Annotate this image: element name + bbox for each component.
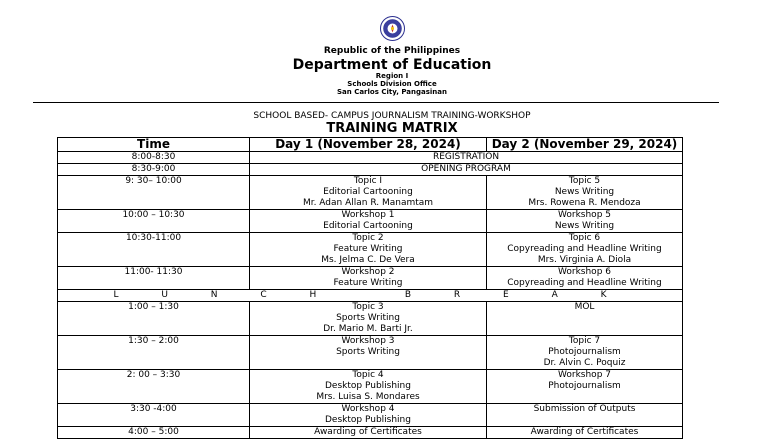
day2-line: Topic 5 [568,176,601,186]
city-line: San Carlos City, Pangasinan [337,88,447,96]
day1-line: Topic 3 [352,302,384,312]
time-cell: 3:30 -4:00 [58,404,250,427]
day2-line: Topic 6 [568,233,601,243]
day1-line: Desktop Publishing [325,415,411,425]
day2-line: Submission of Outputs [533,404,636,414]
training-matrix-table [57,137,683,439]
lunch-break-cell [58,290,683,302]
day1-line: Topic 4 [352,370,384,380]
time-cell: 1:30 – 2:00 [58,336,250,370]
region-line: Region I [375,72,409,80]
day1-cell [250,233,487,267]
time-cell: 10:30-11:00 [58,233,250,267]
day2-line: Workshop 5 [558,210,611,220]
day1-line: Workshop 1 [341,210,395,220]
table-row [58,233,683,267]
time-cell: 2: 00 – 3:30 [58,370,250,404]
day2-line: Copyreading and Headline Writing [507,244,662,254]
day2-line: Workshop 6 [558,267,611,277]
day2-line: Mrs. Rowena R. Mendoza [528,198,641,208]
table-header-row [58,138,683,152]
event-title: SCHOOL BASED- CAMPUS JOURNALISM TRAINING-WORKSHOP [253,111,531,121]
day2-cell [487,427,683,439]
column-header-day1: Day 1 (November 28, 2024) [250,138,487,152]
office-line: Schools Division Office [347,80,437,88]
day1-line: Workshop 4 [341,404,395,414]
day2-cell [487,176,683,210]
day1-line: Mrs. Luisa S. Mondares [316,392,420,402]
day1-cell [250,210,487,233]
day1-line: Mr. Adan Allan R. Manamtam [302,198,434,208]
day2-line: Awarding of Certificates [530,427,639,437]
program-span-cell: OPENING PROGRAM [250,164,683,176]
time-cell: 9: 30– 10:00 [58,176,250,210]
day2-line: MOL [574,302,595,312]
day2-line: Copyreading and Headline Writing [507,278,662,288]
table-row [58,370,683,404]
day1-cell [250,427,487,439]
day1-cell [250,336,487,370]
time-cell: 10:00 – 10:30 [58,210,250,233]
day1-cell [250,176,487,210]
department-title: Department of Education [292,57,492,73]
table-row [58,302,683,336]
time-cell: 8:00-8:30 [58,152,250,164]
day1-line: Topic 2 [352,233,384,243]
day1-line: Workshop 3 [341,336,395,346]
day1-line: Sports Writing [336,313,400,323]
day1-line: Editorial Cartooning [323,221,413,231]
time-cell: 8:30-9:00 [58,164,250,176]
day1-cell [250,370,487,404]
table-row [58,336,683,370]
lunch-break-label: L U N C H B R E A K [113,290,627,300]
republic-line: Republic of the Philippines [323,46,461,56]
table-row [58,427,683,439]
table-row [58,290,683,302]
day1-line: Feature Writing [333,278,403,288]
table-row [58,210,683,233]
table-row [58,404,683,427]
time-cell: 1:00 – 1:30 [58,302,250,336]
day2-cell [487,267,683,290]
time-cell: 11:00- 11:30 [58,267,250,290]
day1-cell [250,302,487,336]
day2-cell [487,336,683,370]
day2-cell [487,370,683,404]
day1-line: Ms. Jelma C. De Vera [321,255,415,265]
day2-cell [487,233,683,267]
time-cell: 4:00 – 5:00 [58,427,250,439]
header-divider [33,102,719,103]
day1-cell [250,404,487,427]
day1-line: Editorial Cartooning [323,187,413,197]
day1-cell [250,267,487,290]
day2-cell [487,210,683,233]
day2-line: Workshop 7 [558,370,611,380]
day2-line: Mrs. Virginia A. Diola [537,255,632,265]
column-header-time: Time [58,138,250,152]
day2-line: News Writing [554,221,615,231]
table-row [58,267,683,290]
table-row [58,176,683,210]
program-span-cell: REGISTRATION [250,152,683,164]
day2-line: Photojournalism [548,347,621,357]
day1-line: Sports Writing [336,347,400,357]
day2-line: Topic 7 [568,336,601,346]
day1-line: Desktop Publishing [325,381,411,391]
matrix-title: TRAINING MATRIX [326,121,458,136]
day2-cell [487,404,683,427]
table-row [58,164,683,176]
day1-line: Workshop 2 [341,267,395,277]
day1-line: Awarding of Certificates [314,427,422,437]
day2-line: Photojournalism [548,381,621,391]
table-row [58,152,683,164]
deped-seal-icon [380,16,405,41]
day2-cell [487,302,683,336]
column-header-day2: Day 2 (November 29, 2024) [487,138,683,152]
day2-line: News Writing [554,187,615,197]
day1-line: Dr. Mario M. Barti Jr. [323,324,413,334]
day1-line: Topic I [353,176,383,186]
day1-line: Feature Writing [333,244,403,254]
day2-line: Dr. Alvin C. Poquiz [543,358,626,368]
